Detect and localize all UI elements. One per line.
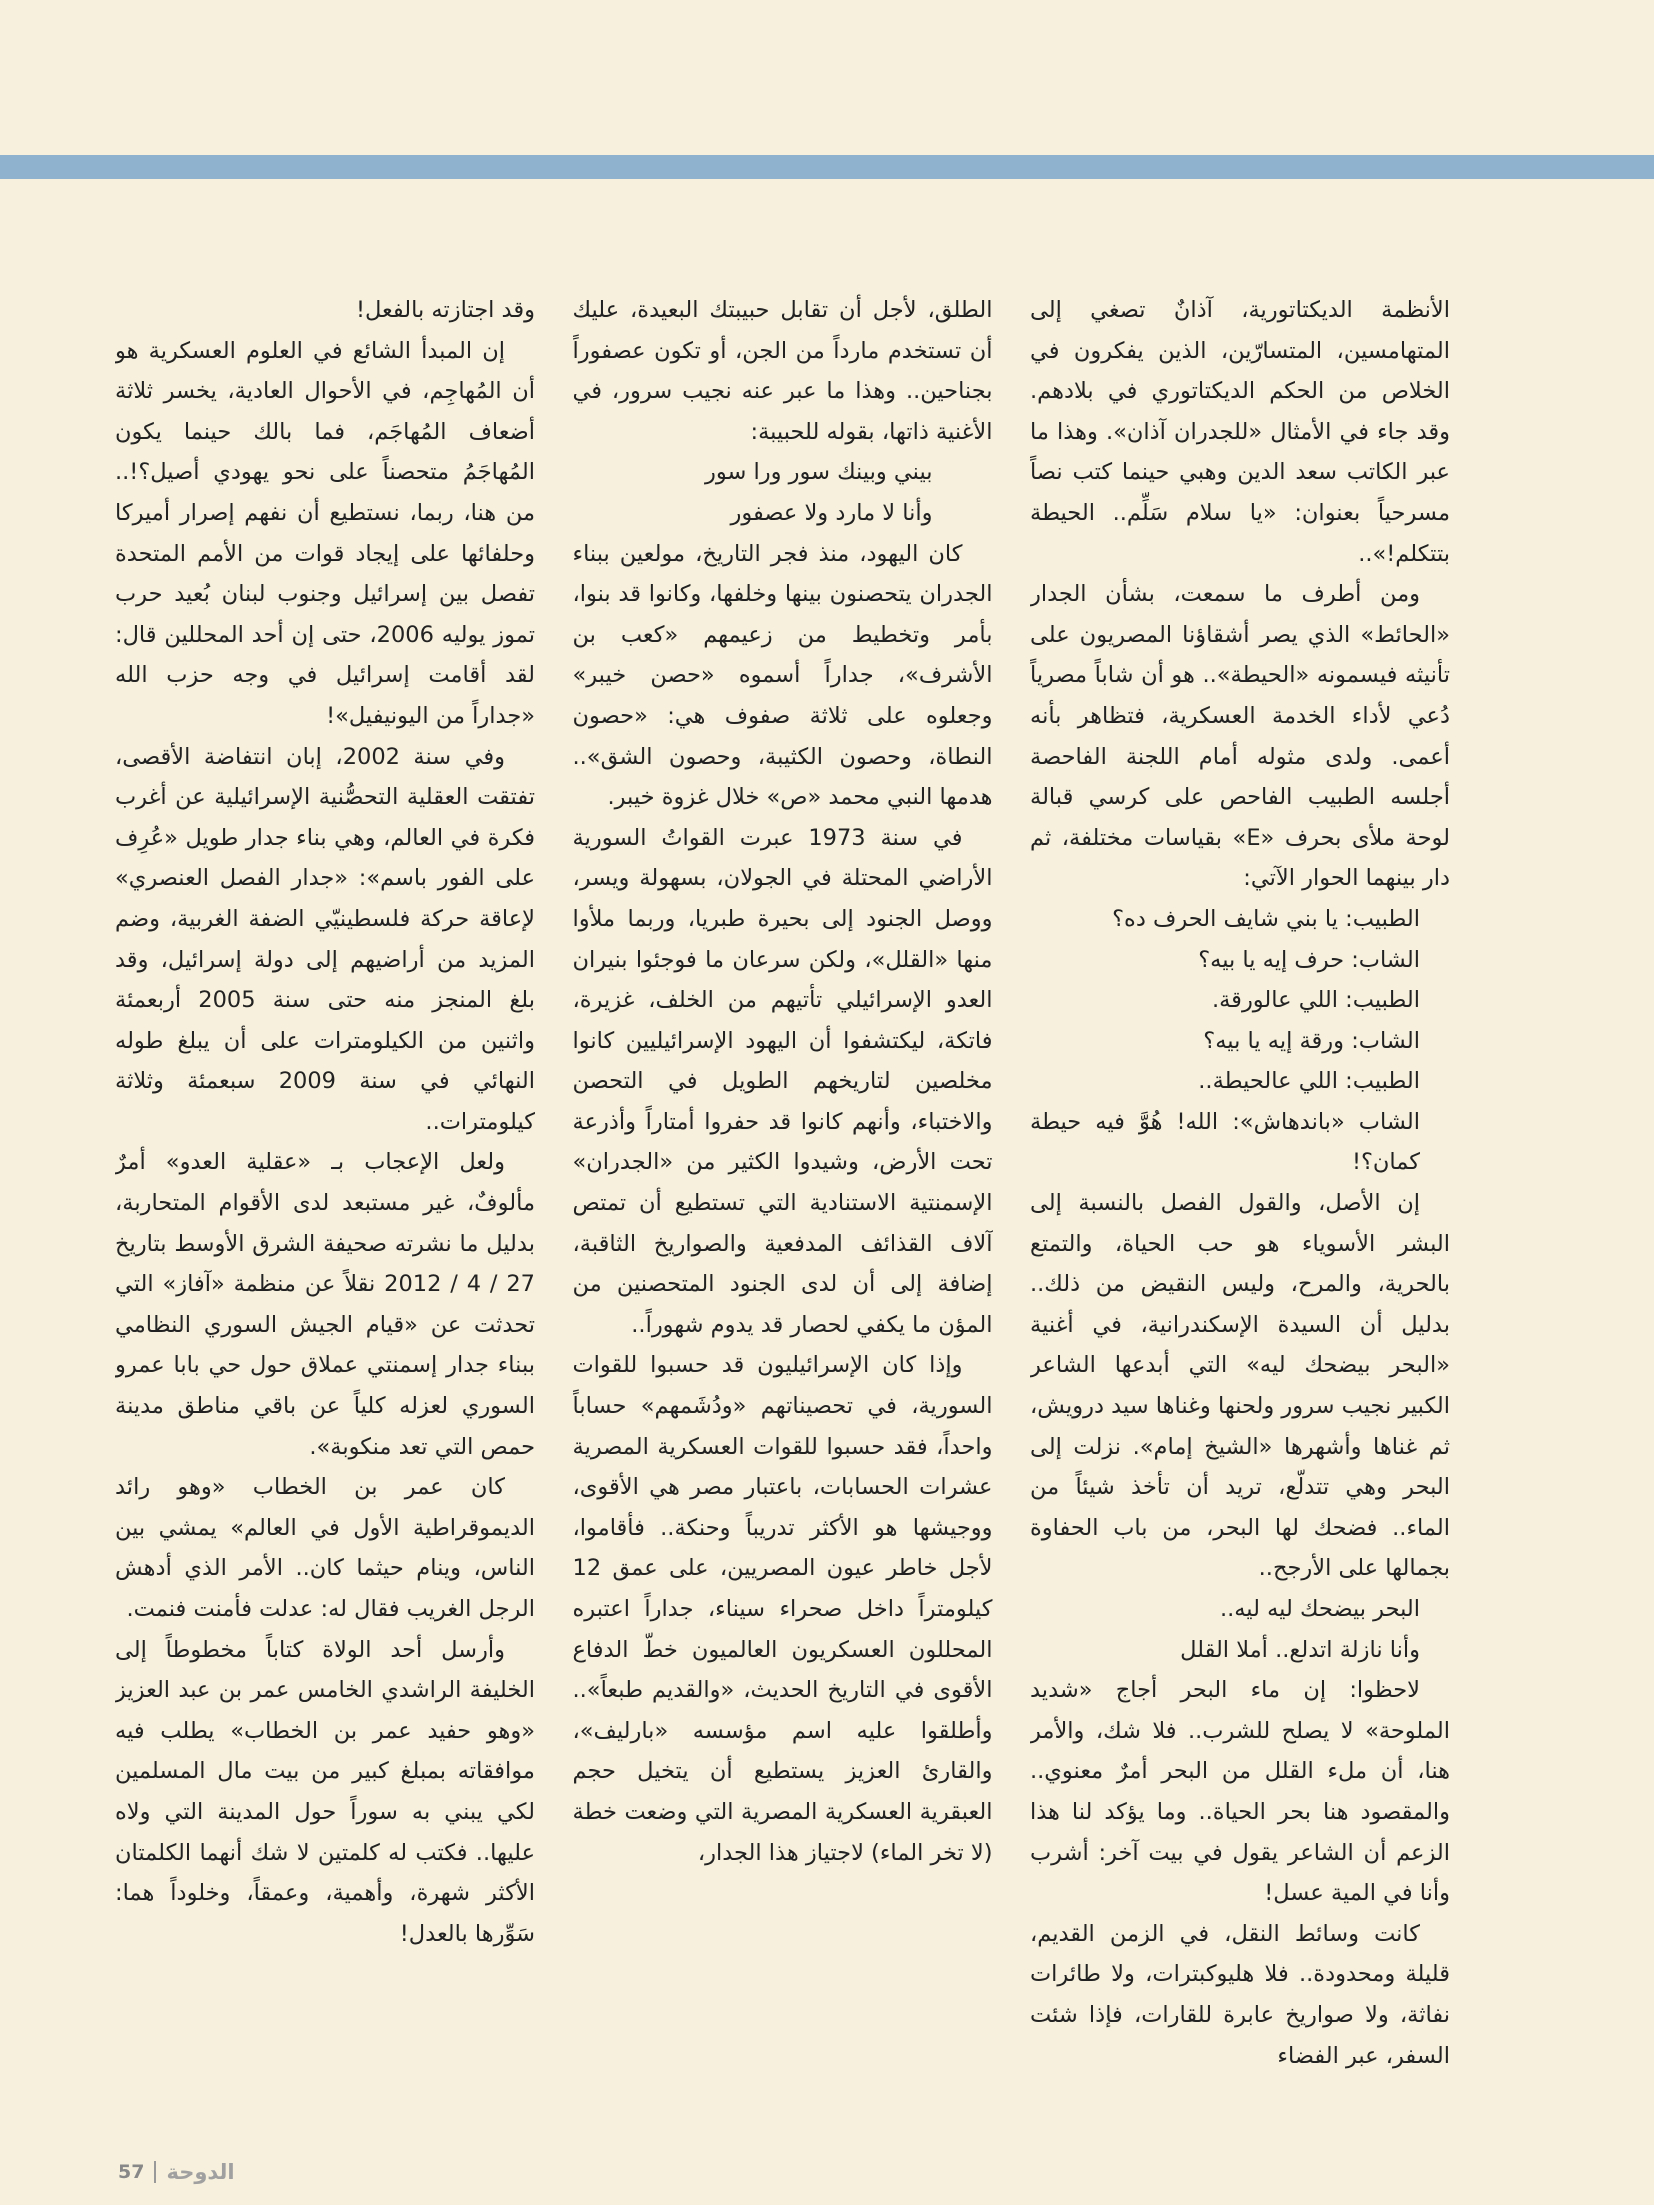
footer-divider (154, 2161, 156, 2183)
article-paragraph: بيني وبينك سور ورا سور (704, 459, 933, 486)
article-paragraph: الطبيب: اللي عالحيطة.. (1198, 1068, 1420, 1095)
article-paragraph: ومن أطرف ما سمعت، بشأن الجدار «الحائط» الذي يصر أشقاؤنا المصريون على تأنيثه فيسمونه «الحيطة».. هو أن شاباً مصرياً دُعي لأداء الخدمة العسكرية، فتظاهر بأنه أعمى. ولدى مثوله أمام اللجنة الفاحصة أجلسه الطبيب الفاحص على كرسي قبالة لوحة ملأى بحرف «E» بقياسات مختلفة، ثم دار بينهما الحوار الآتي: (1030, 581, 1450, 892)
article-paragraph: وفي سنة 2002، إبان انتفاضة الأقصى، تفتقت العقلية التحصُّنية الإسرائيلية عن أغرب فكرة في العالم، وهي بناء جدار طويل «عُرِف على الفور باسم»: «جدار الفصل العنصري» لإعاقة حركة فلسطينيّي الضفة الغربية، وضم المزيد من أراضيهم إلى دولة إسرائيل، وقد بلغ المنجز منه حتى سنة 2005 أربعمئة واثنين من الكيلومترات على أن يبلغ طوله النهائي في سنة 2009 سبعمئة وثلاثة كيلومترات.. (115, 743, 535, 1135)
article-paragraph: الطبيب: يا بني شايف الحرف ده؟ (1112, 905, 1420, 932)
article-body (115, 290, 1450, 2080)
article-paragraph: وأرسل أحد الولاة كتاباً مخطوطاً إلى الخليفة الراشدي الخامس عمر بن عبد العزيز «وهو حفيد عمر بن الخطاب» يطلب فيه موافقاته بمبلغ كبير من بيت مال المسلمين لكي يبني به سوراً حول المدينة التي ولاه عليها.. فكتب له كلمتين لا شك أنهما الكلمتان الأكثر شهرة، وأهمية، وعمقاً، وخلوداً هما: سَوِّرها بالعدل! (115, 1636, 535, 1947)
article-paragraph: وأنا لا مارد ولا عصفور (730, 499, 933, 526)
article-paragraph: البحر بيضحك ليه ليه.. (1219, 1596, 1420, 1622)
article-paragraph: في سنة 1973 عبرت القواتُ السورية الأراضي المحتلة في الجولان، بسهولة ويسر، ووصل الجنود إلى بحيرة طبريا، وربما ملأوا منها «القلل»، ولكن سرعان ما فوجئوا بنيران العدو الإسرائيلي تأتيهم من الخلف، غزيرة، فاتكة، ليكتشفوا أن اليهود الإسرائيليين كانوا مخلصين لتاريخهم الطويل في التحصن والاختباء، وأنهم كانوا قد حفروا أمتاراً وأذرعة تحت الأرض، وشيدوا الكثير من «الجدران» الإسمنتية الاستنادية التي تستطيع أن تمتص آلاف القذائف المدفعية والصواريخ الثاقبة، إضافة إلى أن لدى الجنود المتحصنين من المؤن ما يكفي لحصار قد يدوم شهوراً.. (572, 824, 993, 1338)
page-footer (118, 2160, 235, 2184)
article-column-3 (115, 290, 535, 2080)
article-paragraph: الطلق، لأجل أن تقابل حبيبتك البعيدة، عليك أن تستخدم مارداً من الجن، أو تكون عصفوراً بجناحين.. وهذا ما عبر عنه نجيب سرور، في الأغنية ذاتها، بقوله للحبيبة: (572, 297, 993, 445)
article-paragraph: إن الأصل، والقول الفصل بالنسبة إلى البشر الأسوياء هو حب الحياة، والتمتع بالحرية، والمرح، وليس النقيض من ذلك.. بدليل أن السيدة الإسكندرانية، في أغنية «البحر بيضحك ليه» التي أبدعها الشاعر الكبير نجيب سرور ولحنها وغناها سيد درويش، ثم غناها وأشهرها «الشيخ إمام». نزلت إلى البحر وهي تتدلّع، تريد أن تأخذ شيئاً من الماء.. فضحك لها البحر، من باب الحفاوة بجمالها على الأرجح.. (1030, 1190, 1450, 1582)
article-paragraph: كان عمر بن الخطاب «وهو رائد الديموقراطية الأول في العالم» يمشي بين الناس، وينام حيثما كان.. الأمر الذي أدهش الرجل الغريب فقال له: عدلت فأمنت فنمت. (115, 1474, 535, 1622)
article-paragraph: ولعل الإعجاب بـ «عقلية العدو» أمرٌ مألوفٌ، غير مستبعد لدى الأقوام المتحاربة، بدليل ما نشرته صحيفة الشرق الأوسط بتاريخ 27 / 4 / 2012 نقلاً عن منظمة «آفاز» التي تحدثت عن «قيام الجيش السوري النظامي ببناء جدار إسمنتي عملاق حول حي بابا عمرو السوري لعزله كلياً عن باقي مناطق مدينة حمص التي تعد منكوبة». (115, 1149, 535, 1460)
article-paragraph: وقد اجتازته بالفعل! (355, 297, 535, 323)
article-paragraph: الأنظمة الديكتاتورية، آذانٌ تصغي إلى المتهامسين، المتسارّين، الذين يفكرون في الخلاص من الحكم الديكتاتوري في بلادهم. وقد جاء في الأمثال «للجدران آذان». وهذا ما عبر الكاتب سعد الدين وهبي حينما كتب نصاً مسرحياً بعنوان: «يا سلام سَلِّم.. الحيطة بتتكلم!».. (1030, 297, 1450, 567)
article-column-1 (1030, 290, 1450, 2080)
article-paragraph: وإذا كان الإسرائيليون قد حسبوا للقوات السورية، في تحصيناتهم «ودُشَمهم» حساباً واحداً، فقد حسبوا للقوات العسكرية المصرية عشرات الحسابات، باعتبار مصر هي الأقوى، ووجيشها هو الأكثر تدريباً وحنكة.. فأقاموا، لأجل خاطر عيون المصريين، على عمق 12 كيلومتراً داخل صحراء سيناء، جداراً اعتبره المحللون العسكريون العالميون خطّ الدفاع الأقوى في التاريخ الحديث، «والقديم طبعاً».. وأطلقوا عليه اسم مؤسسه «بارليف»، والقارئ العزيز يستطيع أن يتخيل حجم العبقرية العسكرية المصرية التي وضعت خطة (لا تخر الماء) لاجتياز هذا الجدار، (572, 1352, 993, 1866)
article-paragraph: كان اليهود، منذ فجر التاريخ، مولعين ببناء الجدران يتحصنون بينها وخلفها، وكانوا قد بنوا، بأمر وتخطيط من زعيمهم «كعب بن الأشرف»، جداراً أسموه «حصن خيبر» وجعلوه على ثلاثة صفوف هي: «حصون النطاة، وحصون الكثيبة، وحصون الشق».. هدمها النبي محمد «ص» خلال غزوة خيبر. (572, 540, 993, 811)
article-paragraph: الشاب: حرف إيه يا بيه؟ (1198, 946, 1420, 973)
magazine-logo: الدوحة (166, 2160, 235, 2184)
article-paragraph: الطبيب: اللي عالورقة. (1211, 987, 1420, 1014)
article-paragraph: كانت وسائط النقل، في الزمن القديم، قليلة ومحدودة.. فلا هليوكبترات، ولا طائرات نفاثة، ولا صواريخ عابرة للقارات، فإذا شئت السفر، عبر الفضاء (1030, 1920, 1450, 2069)
article-paragraph: الشاب «باندهاش»: الله! هُوَّ فيه حيطة كمان؟! (1030, 1108, 1420, 1176)
article-paragraph: وأنا نازلة اتدلع.. أملا القلل (1180, 1636, 1420, 1663)
article-column-2 (573, 290, 993, 2080)
article-paragraph: لاحظوا: إن ماء البحر أجاج «شديد الملوحة» لا يصلح للشرب.. فلا شك، والأمر هنا، أن ملء القلل من البحر أمرٌ معنوي.. والمقصود هنا بحر الحياة.. وما يؤكد لنا هذا الزعم أن الشاعر يقول في بيت آخر: أشرب وأنا في المية عسل! (1030, 1677, 1450, 1907)
article-paragraph: إن المبدأ الشائع في العلوم العسكرية هو أن المُهاجِم، في الأحوال العادية، يخسر ثلاثة أضعاف المُهاجَم، فما بالك حينما يكون المُهاجَمُ متحصناً على نحو يهودي أصيل؟!.. من هنا، ربما، نستطيع أن نفهم إصرار أميركا وحلفائها على إيجاد قوات من الأمم المتحدة تفصل بين إسرائيل وجنوب لبنان بُعيد حرب تموز يوليه 2006، حتى إن أحد المحللين قال: لقد أقامت إسرائيل في وجه حزب الله «جداراً من اليونيفيل»! (115, 337, 535, 729)
page-number: 57 (118, 2161, 145, 2183)
header-color-band (0, 155, 1654, 179)
article-paragraph: الشاب: ورقة إيه يا بيه؟ (1203, 1027, 1420, 1054)
